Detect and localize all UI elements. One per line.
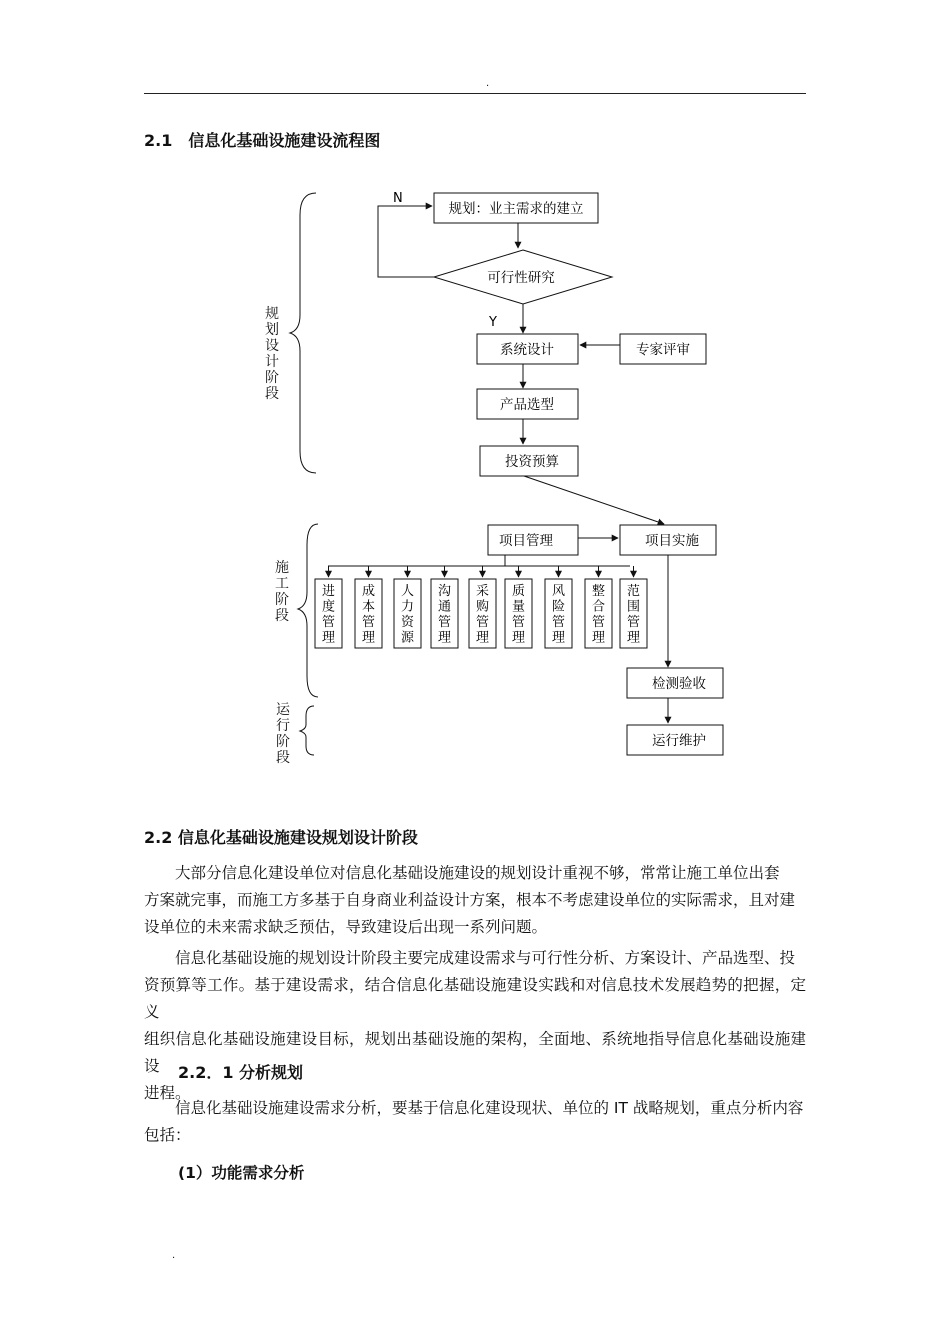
- operation-maintenance-label: 运行维护: [652, 733, 706, 749]
- operation-stage-label: [276, 702, 291, 766]
- sub-item-char: 风: [551, 584, 566, 599]
- sub-item-char: 理: [361, 630, 376, 646]
- expert-review-label: 专家评审: [636, 342, 690, 358]
- stage-label-char: 划: [265, 322, 279, 338]
- stage-label-char: 行: [276, 718, 290, 734]
- sub-item-char: 进: [321, 584, 336, 599]
- sub-item-char: 量: [511, 599, 526, 615]
- planning-stage-label: [265, 305, 279, 402]
- sub-item-char: 购: [475, 599, 490, 615]
- project-implementation-label: 项目实施: [645, 533, 699, 549]
- sub-item-char: 度: [321, 599, 336, 615]
- sub-item-char: 采: [475, 584, 490, 599]
- sub-item-char: 本: [361, 599, 376, 615]
- stage-label-char: 段: [265, 386, 279, 402]
- stage-label-char: 段: [275, 608, 289, 624]
- sub-item-char: 力: [400, 599, 415, 615]
- product-selection-label: 产品选型: [500, 397, 554, 413]
- arrow-budget-to-implementation: [524, 476, 664, 524]
- section-2-2-paragraph-1: 大部分信息化建设单位对信息化基础设施建设的规划设计重视不够，常常让施工单位出套 方案就完事，而施工方多基于自身商业利益设计方案，根本不考虑建设单位的实际需求，且对建 设单位的未来需求缺乏预估，导致建设后出现一系列问题。: [144, 864, 796, 936]
- stage-label-char: 运: [276, 702, 290, 718]
- sub-item-char: 管: [551, 615, 566, 630]
- sub-item-char: 理: [626, 630, 641, 646]
- sub-item-char: 管: [437, 615, 452, 630]
- project-management-label: 项目管理: [499, 533, 553, 549]
- stage-label-char: 计: [265, 354, 279, 370]
- sub-item-char: 管: [626, 615, 641, 630]
- section-2-1-title: 2.1 信息化基础设施建设流程图: [144, 131, 381, 150]
- feasibility-label: 可行性研究: [487, 270, 555, 286]
- operation-stage-brace: [300, 706, 314, 755]
- stage-label-char: 阶: [275, 592, 289, 608]
- sub-item-char: 人: [400, 584, 415, 599]
- planning-requirements-label: 规划：业主需求的建立: [448, 201, 584, 217]
- sub-item-char: 理: [511, 630, 526, 646]
- stage-label-char: 规: [265, 306, 279, 322]
- section-2-2-1-paragraph: 信息化基础设施建设需求分析，要基于信息化建设现状、单位的 IT 战略规划，重点分析内容 包括：: [144, 1099, 804, 1144]
- stage-label-char: 施: [275, 560, 289, 576]
- sub-item-char: 理: [321, 630, 336, 646]
- stage-label-char: 段: [276, 750, 290, 766]
- sub-item-char: 管: [361, 615, 376, 630]
- sub-item-char: 资: [400, 615, 415, 630]
- management-sub-items: [315, 566, 647, 648]
- planning-stage-brace: [290, 193, 316, 473]
- sub-item-char: 源: [400, 630, 415, 646]
- sub-item-char: 理: [551, 630, 566, 646]
- sub-item-char: 理: [591, 630, 606, 646]
- stage-label-char: 阶: [276, 734, 290, 750]
- sub-item-char: 范: [626, 584, 641, 599]
- budget-label: 投资预算: [505, 454, 559, 470]
- sub-item-char: 管: [591, 615, 606, 630]
- sub-item-char: 合: [591, 599, 606, 615]
- section-2-2-1-title: 2.2．1 分析规划: [178, 1063, 304, 1082]
- sub-item-char: 理: [437, 630, 452, 646]
- no-loop-arrow: [378, 206, 434, 277]
- system-design-label: 系统设计: [500, 342, 554, 358]
- construction-stage-label: [275, 560, 289, 624]
- sub-item-char: 管: [475, 615, 490, 630]
- stage-label-char: 阶: [265, 370, 279, 386]
- sub-item-char: 质: [511, 584, 526, 599]
- inspection-label: 检测验收: [652, 676, 706, 692]
- stage-label-char: 工: [275, 576, 289, 592]
- sub-item-char: 管: [321, 615, 336, 630]
- section-2-2-title: 2.2 信息化基础设施建设规划设计阶段: [144, 828, 418, 847]
- sub-item-char: 通: [437, 599, 452, 615]
- sub-item-char: 成: [361, 584, 376, 599]
- stage-label-char: 设: [265, 338, 279, 354]
- header-mark: .: [486, 78, 490, 89]
- section-2-2-paragraph-2: 信息化基础设施的规划设计阶段主要完成建设需求与可行性分析、方案设计、产品选型、投 资预算等工作。基于建设需求，结合信息化基础设施建设实践和对信息技术发展趋势的把握，定义 组织信息化基础设施建设目标，规划出基础设施的架构，全面地、系统地指导信息化基础设施建设 进程。: [144, 949, 806, 1102]
- footer-mark: .: [172, 1250, 176, 1261]
- no-label: N: [393, 191, 403, 206]
- item-1-functional-requirements: (1）功能需求分析: [178, 1164, 305, 1182]
- sub-item-char: 理: [475, 630, 490, 646]
- sub-item-char: 管: [511, 615, 526, 630]
- sub-item-char: 整: [591, 584, 606, 599]
- sub-item-char: 险: [551, 599, 566, 615]
- sub-item-char: 沟: [437, 584, 452, 599]
- yes-label: Y: [489, 315, 497, 330]
- sub-item-char: 围: [626, 599, 641, 615]
